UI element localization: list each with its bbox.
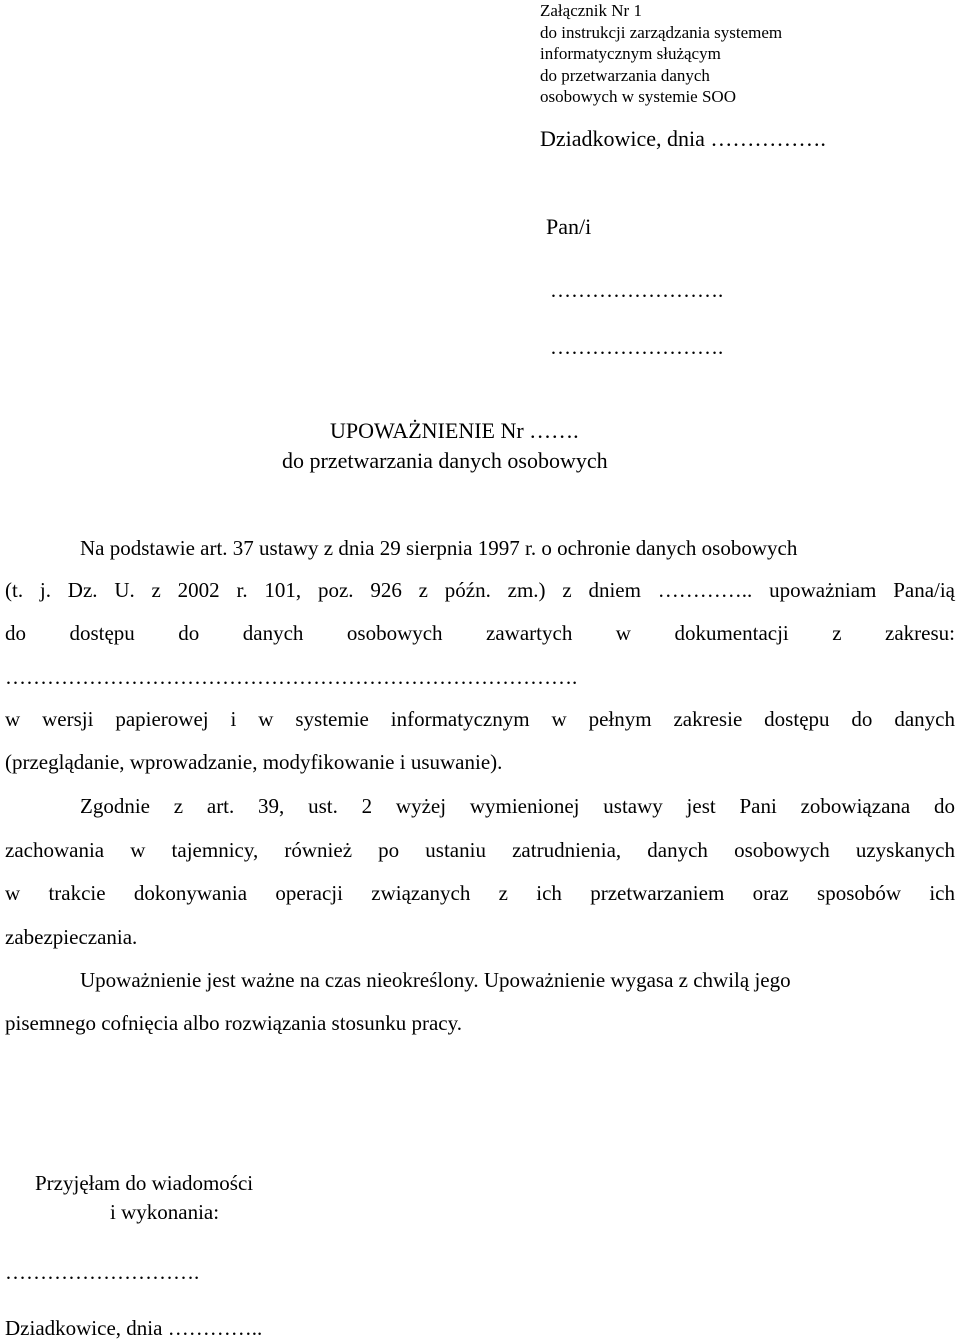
attachment-header <box>540 0 782 108</box>
addressee-line-2: ……………………. <box>550 335 724 359</box>
header-line-1: Załącznik Nr 1 <box>540 1 642 20</box>
header-line-2: do instrukcji zarządzania systemem <box>540 22 783 42</box>
document-title: UPOWAŻNIENIE Nr ……. <box>330 418 579 443</box>
paragraph-1-line-3: do dostępu do danych osobowych zawartych w dokumentacji z zakresu: <box>5 621 955 645</box>
paragraph-2-line-4: zabezpieczania. <box>5 925 138 949</box>
paragraph-3-line-2: pisemnego cofnięcia albo rozwiązania stosunku pracy. <box>5 1011 462 1035</box>
addressee-line-1: ……………………. <box>550 278 724 302</box>
scope-blank-line: ………………………………………………………………………. <box>5 665 578 689</box>
header-line-4: do przetwarzania danych <box>540 65 710 85</box>
paragraph-1-line-2: (t. j. Dz. U. z 2002 r. 101, poz. 926 z późn. zm.) z dniem ………….. upoważniam Pana/ią <box>5 578 955 602</box>
header-line-3: informatycznym służącym <box>540 44 721 63</box>
header-line-5: osobowych w systemie SOO <box>540 87 736 106</box>
acknowledgement-line-1: Przyjęłam do wiadomości <box>35 1171 254 1195</box>
paragraph-2-line-2: zachowania w tajemnicy, również po ustaniu zatrudnienia, danych osobowych uzyskanych <box>5 838 955 862</box>
acknowledgement-line-2: i wykonania: <box>110 1200 220 1224</box>
place-date-field: Dziadkowice, dnia ……………. <box>540 126 826 151</box>
paragraph-2-line-1: Zgodnie z art. 39, ust. 2 wyżej wymienionej ustawy jest Pani zobowiązana do <box>80 794 955 818</box>
document-subtitle: do przetwarzania danych osobowych <box>282 448 608 473</box>
addressee-label: Pan/i <box>546 214 592 239</box>
paragraph-2-line-3: w trakcie dokonywania operacji związanych z ich przetwarzaniem oraz sposobów ich <box>5 881 955 905</box>
paragraph-3-line-1: Upoważnienie jest ważne na czas nieokreślony. Upoważnienie wygasa z chwilą jego <box>80 968 791 992</box>
paragraph-1-line-5: w wersji papierowej i w systemie informatycznym w pełnym zakresie dostępu do danych <box>5 707 955 731</box>
paragraph-1-line-6: (przeglądanie, wprowadzanie, modyfikowanie i usuwanie). <box>5 750 503 774</box>
signature-line: ………………………. <box>5 1260 200 1284</box>
acknowledgement-place-date: Dziadkowice, dnia ………….. <box>5 1316 263 1340</box>
paragraph-1-line-1: Na podstawie art. 37 ustawy z dnia 29 sierpnia 1997 r. o ochronie danych osobowych <box>80 536 798 560</box>
